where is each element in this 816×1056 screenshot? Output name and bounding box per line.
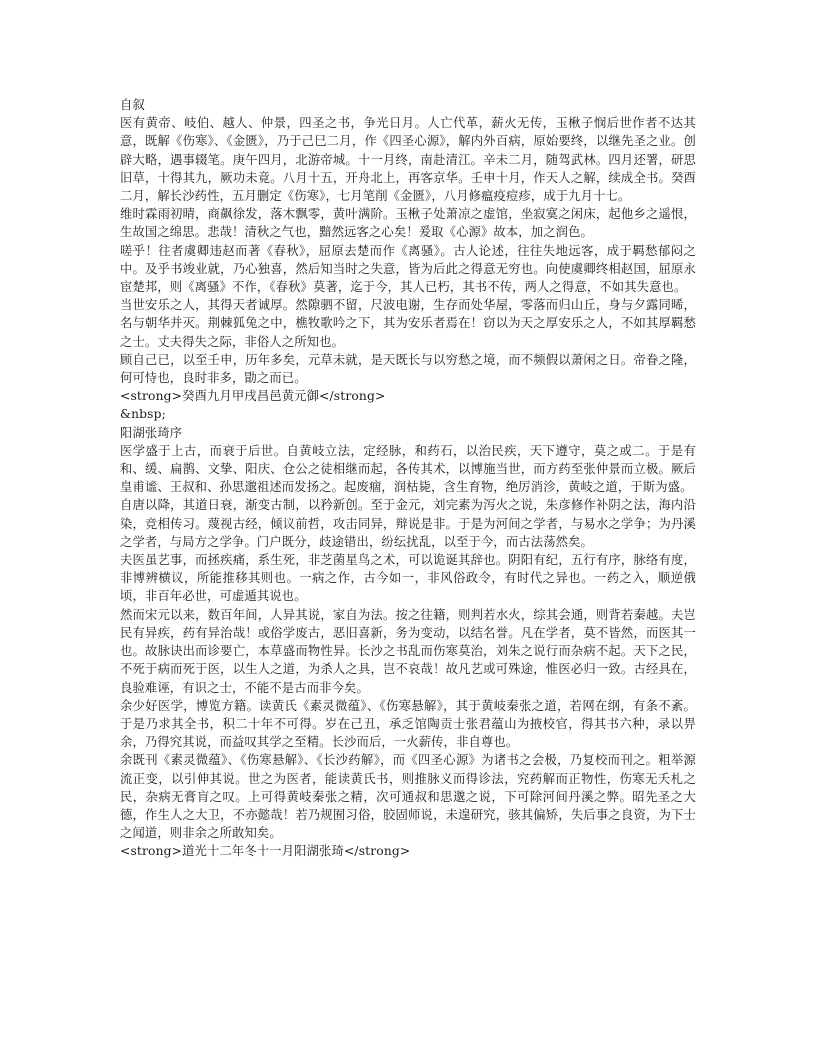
preface2-signature: <strong>道光十二年冬十一月阳湖张琦</strong> <box>120 844 411 859</box>
preface-paragraph: 嗟乎！往者虞卿违赵而著《春秋》，屈原去楚而作《离骚》。古人论述，往往失地远客，成于羁愁郁闷之中。及乎书竣业就，乃心独喜，然后知当时之失意，皆为后此之得意无穷也。向使虞卿终相赵国，屈原永宦楚邦，则《离骚》不作，《春秋》莫著，迄于今，其人已朽，其书不传，两人之得意，不如其失意也。 <box>120 243 696 295</box>
preface2-paragraph: 医学盛于上古，而衰于后世。自黄岐立法，定经脉，和药石，以治民疾，天下遵守，莫之或二。于是有和、缓、扁鹊、文挚、阳庆、仓公之徒相继而起，各传其术，以博施当世，而方药至张仲景而立极。厥后皇甫谧、王叔和、孙思邈祖述而发扬之。起废痼，润枯毙，含生育物，绝厉消沴，黄岐之道，于斯为盛。 <box>120 443 696 495</box>
separator-line: &nbsp; <box>120 407 166 422</box>
preface-paragraph: 医有黄帝、岐伯、越人、仲景，四圣之书，争光日月。人亡代革，薪火无传，玉楸子悯后世作者不达其意，既解《伤寒》、《金匮》，乃于己巳二月，作《四圣心源》，解内外百病，原始要终，以继先圣之业。创辟大略，遇事辍笔。庚午四月，北游帝城。十一月终，南赴清江。辛未二月，随驾武林。四月还署，研思旧草，十得其九，厥功未竟。八月十五，开舟北上，再客京华。壬申十月，作天人之解，续成全书。癸酉二月，解长沙药性，五月删定《伤寒》，七月笔削《金匮》，八月修瘟疫痘疹，成于九月十七。 <box>120 116 696 204</box>
preface-paragraph: 维时霖雨初晴，商飙徐发，落木飘零，黄叶满阶。玉楸子处萧凉之虚馆，坐寂寞之闲床，起他乡之遥恨，生故国之绵思。悲哉！清秋之气也，黯然远客之心矣！爰取《心源》故本，加之润色。 <box>120 207 696 240</box>
preface2-title: 阳湖张琦序 <box>120 425 183 440</box>
preface2-paragraph: 夫医虽艺事，而拯疾痛，系生死，非芝菌星鸟之术，可以诡诞其辞也。阴阳有纪，五行有序，脉络有度，非博辨横议，所能推移其则也。一病之作，古今如一，非风俗政令，有时代之异也。一药之入，顺逆俄顷，非百年必世，可虚遁其说也。 <box>120 553 696 604</box>
preface-title: 自叙 <box>120 98 145 112</box>
preface-signature: <strong>癸酉九月甲戌昌邑黄元御</strong> <box>120 389 386 404</box>
document-page <box>120 96 696 861</box>
preface2-paragraph: 自唐以降，其道日衰，渐变古制，以矜新创。至于金元，刘完素为泻火之说，朱彦修作补阴之法，海内沿染，竞相传习。蔑视古经，倾议前哲，攻击同异，辩说是非。于是为河间之学者，与易水之学争；为丹溪之学者，与局方之学争。门户既分，歧途错出，纷纭扰乱，以至于今，而古法荡然矣。 <box>120 498 696 549</box>
preface2-paragraph: 余少好医学，博览方籍。读黄氏《素灵微蕴》、《伤寒悬解》，其于黄岐秦张之道，若网在纲，有条不紊。于是乃求其全书，积二十年不可得。岁在己丑，承乏馆陶贡士张君蕴山为掖校官，得其书六种，录以畀余，乃得究其说，而益叹其学之至精。长沙而后，一火薪传，非自尊也。 <box>120 698 696 750</box>
preface-paragraph: 顾自己已，以至壬申，历年多矣，元草未就，是天既长与以穷愁之境，而不频假以萧闲之日。帝眷之隆，何可恃也，良时非多，勖之而已。 <box>120 352 696 386</box>
preface-paragraph: 当世安乐之人，其得天者诚厚。然隙驷不留，尺波电谢，生存而处华屋，零落而归山丘，身与夕露同晞，名与朝华并灭。荆棘狐兔之中，樵牧歌吟之下，其为安乐者焉在！窃以为天之厚安乐之人，不如其厚羁愁之士。丈夫得失之际，非俗人之所知也。 <box>120 298 696 349</box>
preface2-paragraph: 然而宋元以来，数百年间，人异其说，家自为法。按之往籍，则判若水火，综其会通，则背若秦越。夫岂民有异疾，药有异治哉！或俗学废古，恶旧喜新，务为变动，以结名誉。凡在学者，莫不皆然，而医其一也。故脉诀出而诊要亡，本草盛而物性异。长沙之书乱而伤寒莫治，刘朱之说行而杂病不起。天下之民，不死于病而死于医，以生人之道，为杀人之具，岂不哀哉！故凡艺或可殊途，惟医必归一致。古经具在，良验难诬，有识之士，不能不是古而非今矣。 <box>120 607 696 695</box>
preface2-paragraph: 余既刊《素灵微蕴》、《伤寒悬解》、《长沙药解》，而《四圣心源》为诸书之会极，乃复校而刊之。粗举源流正变，以引伸其说。世之为医者，能读黄氏书，则推脉义而得诊法，究药解而正物性，伤寒无夭札之民，杂病无膏肓之叹。上可得黄岐秦张之精，次可通叔和思邈之说，下可除河间丹溪之弊。昭先圣之大德，作生人之大卫，不亦懿哉！若乃规囿习俗，胶固师说，未遑研究，骇其偏矫，失后事之良资，为下士之闻道，则非余之所敢知矣。 <box>120 753 696 841</box>
